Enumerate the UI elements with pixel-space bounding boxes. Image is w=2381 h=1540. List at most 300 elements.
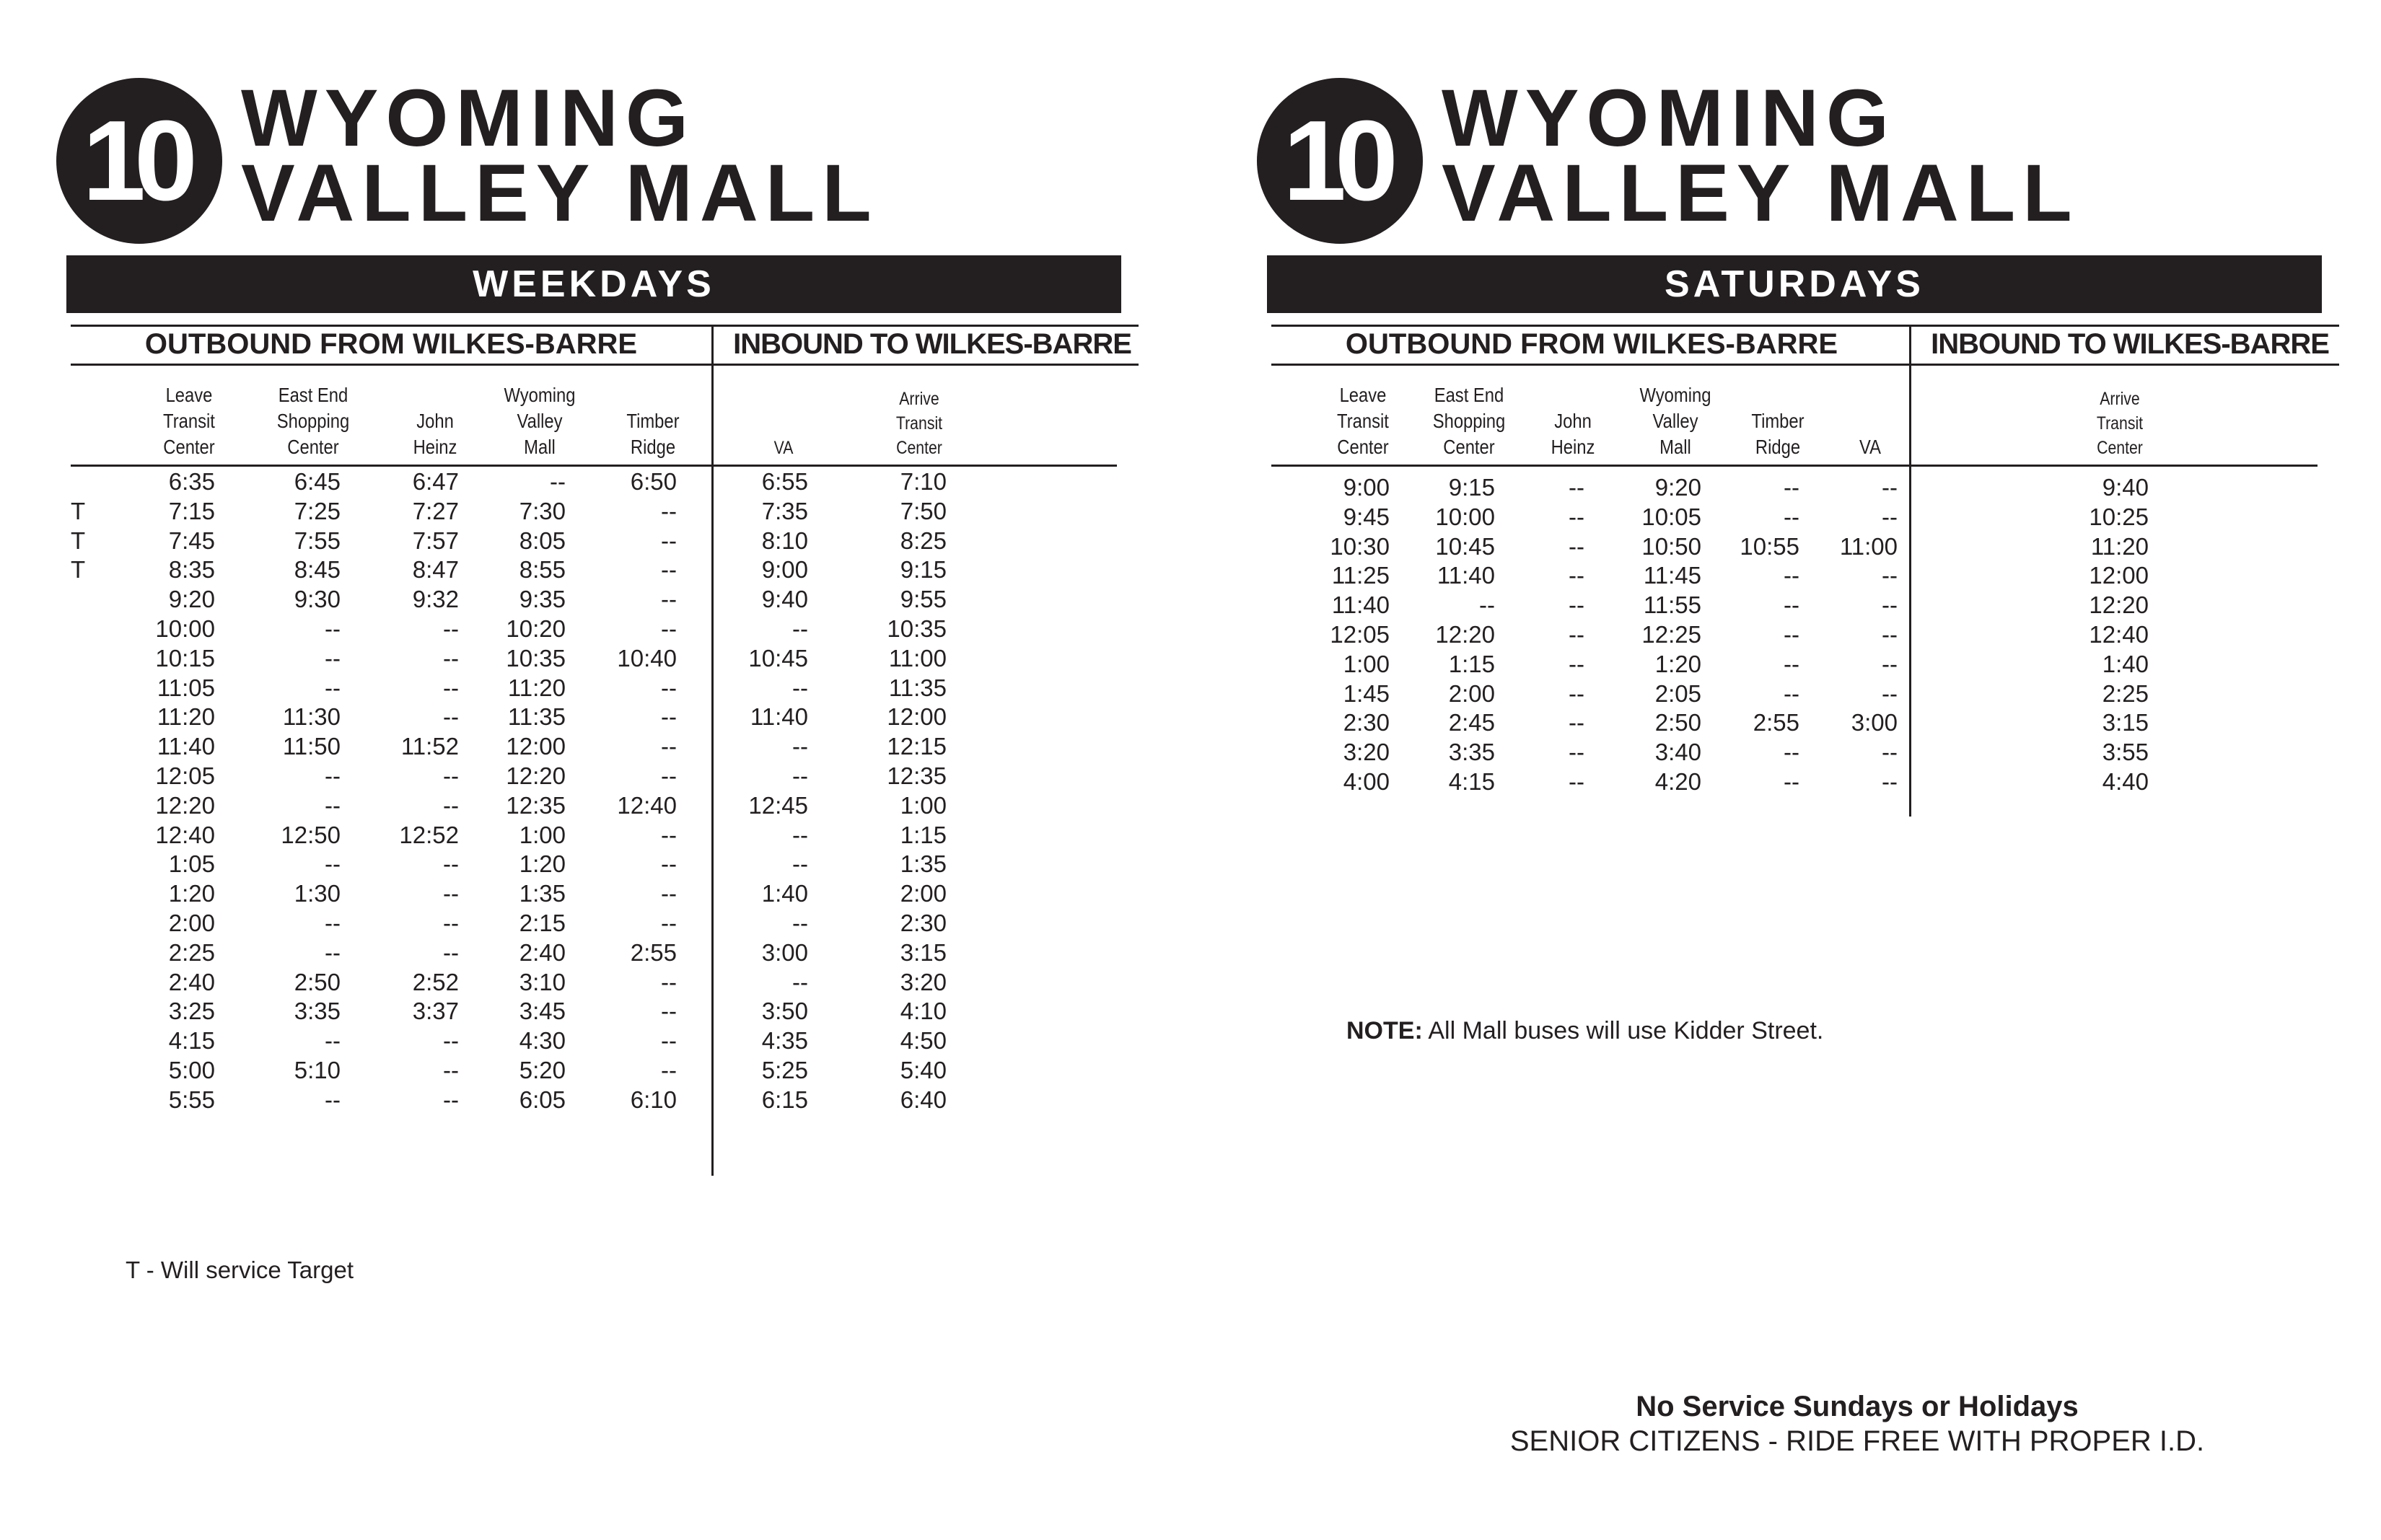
schedule-time: 2:25 — [2102, 679, 2149, 707]
schedule-time: -- — [1784, 562, 1799, 589]
column-header-line: John — [1554, 410, 1592, 432]
schedule-time: -- — [661, 998, 677, 1025]
schedule-time: -- — [1784, 768, 1799, 795]
schedule-time: 6:50 — [630, 468, 677, 495]
schedule-time: 11:30 — [282, 703, 341, 731]
schedule-time: -- — [443, 1086, 459, 1113]
schedule-time: 5:00 — [168, 1057, 215, 1083]
schedule-time: 12:25 — [1641, 621, 1701, 648]
schedule-time: -- — [1784, 650, 1799, 677]
schedule-time: -- — [1784, 474, 1799, 501]
schedule-time: 12:20 — [2089, 591, 2149, 619]
schedule-time: 10:05 — [1641, 503, 1701, 530]
schedule-time: 9:20 — [1654, 474, 1701, 501]
schedule-time: 11:40 — [1437, 562, 1495, 589]
route-title — [1442, 73, 2079, 238]
schedule-time: 12:35 — [887, 762, 947, 789]
schedule-time: -- — [443, 938, 459, 966]
inbound-title: INBOUND TO WILKES-BARRE — [733, 328, 1131, 360]
schedule-time: -- — [1882, 503, 1898, 530]
table-rule-columns — [71, 465, 1117, 467]
column-header-line: Shopping — [1432, 410, 1506, 432]
schedule-time: 9:00 — [1343, 474, 1390, 501]
schedule-time: -- — [443, 791, 459, 819]
schedule-time: 3:25 — [168, 998, 215, 1025]
schedule-time: 7:45 — [168, 527, 215, 554]
schedule-time: 11:20 — [507, 674, 566, 701]
route-title — [241, 73, 879, 238]
schedule-time: -- — [325, 938, 341, 966]
schedule-time: -- — [661, 762, 677, 789]
schedule-time: 3:20 — [1343, 739, 1390, 766]
target-flag: T — [71, 556, 86, 584]
schedule-time: 7:15 — [168, 497, 215, 524]
schedule-time: -- — [792, 733, 808, 760]
schedule-time: 1:20 — [519, 850, 566, 878]
schedule-time: 3:55 — [2102, 739, 2149, 766]
schedule-time: 5:55 — [168, 1086, 215, 1113]
schedule-time: 8:25 — [900, 527, 947, 554]
column-header-line: Ridge — [1755, 436, 1801, 458]
outbound-title: OUTBOUND FROM WILKES-BARRE — [144, 328, 638, 360]
schedule-time: 11:52 — [400, 733, 459, 760]
weekday-panel — [0, 0, 1162, 1540]
route-title-line1: WYOMING — [1442, 73, 1896, 163]
schedule-time: 10:40 — [617, 644, 677, 672]
schedule-time: 4:50 — [900, 1027, 947, 1055]
schedule-time: 6:35 — [168, 468, 215, 495]
schedule-time: 10:35 — [506, 644, 566, 672]
schedule-time: 1:20 — [168, 880, 215, 907]
schedule-time: 12:05 — [1330, 621, 1390, 648]
schedule-time: -- — [443, 1027, 459, 1055]
schedule-time: 9:40 — [2102, 474, 2149, 501]
schedule-time: -- — [550, 468, 566, 495]
schedule-time: 5:20 — [519, 1057, 566, 1083]
schedule-time: 3:00 — [1851, 709, 1898, 736]
schedule-time: 8:35 — [168, 556, 215, 584]
column-header-line: Mall — [1659, 436, 1691, 458]
schedule-time: 10:20 — [506, 615, 566, 642]
column-header-line: Leave — [1339, 384, 1387, 406]
schedule-time: -- — [661, 1027, 677, 1055]
schedule-time: 12:45 — [748, 791, 808, 819]
schedule-time: -- — [661, 527, 677, 554]
schedule-time: 8:05 — [519, 527, 566, 554]
target-footnote: T - Will service Target — [126, 1257, 354, 1283]
schedule-time: 1:35 — [519, 880, 566, 907]
route-number: 10 — [1283, 97, 1387, 224]
target-flag: T — [71, 527, 86, 554]
schedule-time: 4:00 — [1343, 768, 1390, 795]
schedule-time: 6:45 — [294, 468, 341, 495]
schedule-time: 9:55 — [900, 586, 947, 613]
schedule-time: 11:50 — [282, 733, 341, 760]
schedule-time: 6:05 — [519, 1086, 566, 1113]
no-service-notice: No Service Sundays or Holidays — [1636, 1391, 2079, 1422]
schedule-time: 12:00 — [506, 733, 566, 760]
schedule-time: 7:57 — [412, 527, 459, 554]
schedule-time: -- — [792, 850, 808, 878]
schedule-time: 3:35 — [294, 998, 341, 1025]
target-flag: T — [71, 497, 86, 524]
column-header-line: Transit — [163, 410, 215, 432]
column-header-line: Transit — [1337, 410, 1389, 432]
schedule-time: 1:45 — [1343, 679, 1390, 707]
schedule-time: 8:55 — [519, 556, 566, 584]
schedule-time: 4:15 — [168, 1027, 215, 1055]
schedule-time: 9:32 — [412, 586, 459, 613]
table-rule-top — [1271, 325, 2339, 327]
schedule-time: 8:47 — [412, 556, 459, 584]
schedule-time: -- — [325, 674, 341, 701]
schedule-time: -- — [325, 1027, 341, 1055]
column-header — [858, 387, 981, 460]
column-header-line: Arrive — [2100, 389, 2140, 409]
schedule-time: -- — [1784, 621, 1799, 648]
schedule-time: -- — [792, 821, 808, 848]
schedule-time: 10:55 — [1740, 532, 1799, 560]
schedule-time: 4:10 — [900, 998, 947, 1025]
column-header-line: Center — [2097, 438, 2143, 458]
schedule-time: 3:37 — [412, 998, 459, 1025]
schedule-time: 10:50 — [1641, 532, 1701, 560]
column-header-line: Center — [287, 436, 339, 458]
schedule-time: -- — [1784, 739, 1799, 766]
schedule-time: -- — [1569, 768, 1584, 795]
schedule-time: 12:40 — [155, 821, 215, 848]
column-header-line: Transit — [895, 413, 943, 434]
schedule-time: -- — [661, 880, 677, 907]
schedule-time: 2:25 — [168, 938, 215, 966]
schedule-time: 11:35 — [507, 703, 566, 731]
schedule-time: 1:15 — [1448, 650, 1495, 677]
schedule-time: -- — [1784, 503, 1799, 530]
schedule-time: 3:10 — [519, 968, 566, 995]
schedule-time: -- — [325, 762, 341, 789]
schedule-time: 10:25 — [2089, 503, 2149, 530]
schedule-time: -- — [661, 674, 677, 701]
schedule-time: 12:20 — [506, 762, 566, 789]
schedule-time: 6:10 — [630, 1086, 677, 1113]
schedule-time: 4:40 — [2102, 768, 2149, 795]
schedule-time: 1:20 — [1654, 650, 1701, 677]
schedule-time: 12:05 — [155, 762, 215, 789]
schedule-time: -- — [325, 1086, 341, 1113]
schedule-time: -- — [325, 791, 341, 819]
column-header-line: Shopping — [276, 410, 350, 432]
schedule-time: 12:20 — [155, 791, 215, 819]
schedule-time: 12:40 — [617, 791, 677, 819]
schedule-time: 5:25 — [761, 1057, 808, 1083]
schedule-time: -- — [661, 703, 677, 731]
schedule-time: 6:55 — [761, 468, 808, 495]
schedule-time: 2:50 — [1654, 709, 1701, 736]
schedule-time: -- — [661, 910, 677, 936]
column-header-line: VA — [1859, 436, 1881, 458]
schedule-time: -- — [325, 850, 341, 878]
schedule-time: 12:20 — [1435, 621, 1495, 648]
schedule-time: -- — [1479, 591, 1495, 619]
schedule-time: 11:05 — [157, 674, 215, 701]
schedule-time: 6:15 — [761, 1086, 808, 1113]
schedule-time: 12:35 — [506, 791, 566, 819]
column-header — [592, 408, 714, 460]
schedule-time: -- — [792, 615, 808, 642]
schedule-time: 12:00 — [887, 703, 947, 731]
schedule-time: -- — [325, 615, 341, 642]
schedule-time: -- — [661, 586, 677, 613]
schedule-time: 9:45 — [1343, 503, 1390, 530]
route-number: 10 — [82, 97, 186, 224]
schedule-time: 7:50 — [900, 497, 947, 524]
schedule-time: 1:40 — [2102, 650, 2149, 677]
schedule-time: 4:15 — [1448, 768, 1495, 795]
schedule-time: 9:40 — [761, 586, 808, 613]
schedule-time: 11:20 — [157, 703, 215, 731]
schedule-time: -- — [443, 880, 459, 907]
table-rule-top — [71, 325, 1139, 327]
column-header-line: East End — [278, 384, 348, 406]
schedule-time: 6:47 — [412, 468, 459, 495]
schedule-time: -- — [661, 615, 677, 642]
schedule-time: -- — [1882, 591, 1898, 619]
schedule-time: 9:00 — [761, 556, 808, 584]
column-header-line: Center — [896, 438, 942, 458]
column-header-line: Arrive — [899, 389, 939, 409]
schedule-time: 12:52 — [399, 821, 459, 848]
column-header — [478, 382, 601, 460]
column-header-line: Timber — [626, 410, 680, 432]
schedule-time: -- — [1569, 621, 1584, 648]
route-number-badge — [56, 78, 222, 244]
senior-fare-notice: SENIOR CITIZENS - RIDE FREE WITH PROPER I.D. — [1509, 1425, 2205, 1457]
column-header-line: VA — [773, 438, 794, 458]
column-header — [1809, 434, 1931, 460]
schedule-time: 2:30 — [900, 910, 947, 936]
schedule-time: -- — [443, 762, 459, 789]
route-title-line2: VALLEY MALL — [1442, 148, 2079, 238]
schedule-time: -- — [443, 615, 459, 642]
schedule-time: 1:30 — [294, 880, 341, 907]
schedule-time: 1:00 — [1343, 650, 1390, 677]
schedule-time: -- — [1882, 621, 1898, 648]
schedule-time: 8:45 — [294, 556, 341, 584]
schedule-time: -- — [1882, 768, 1898, 795]
schedule-time: -- — [443, 1057, 459, 1083]
schedule-time: 12:40 — [2089, 621, 2149, 648]
schedule-time: 2:55 — [1753, 709, 1799, 736]
column-header-line: Center — [163, 436, 215, 458]
schedule-time: 7:35 — [761, 497, 808, 524]
column-header-line: Leave — [165, 384, 213, 406]
schedule-time: -- — [661, 821, 677, 848]
schedule-time: 2:00 — [900, 880, 947, 907]
schedule-time: -- — [1569, 503, 1584, 530]
schedule-time: 9:20 — [168, 586, 215, 613]
schedule-time: 3:15 — [900, 938, 947, 966]
column-header-line: East End — [1434, 384, 1504, 406]
schedule-time: 1:40 — [761, 880, 808, 907]
schedule-time: 7:25 — [294, 497, 341, 524]
schedule-time: 7:27 — [412, 497, 459, 524]
schedule-time: -- — [443, 703, 459, 731]
schedule-time: 8:10 — [761, 527, 808, 554]
column-header-line: Mall — [524, 436, 556, 458]
schedule-time: 11:00 — [888, 644, 947, 672]
schedule-time: -- — [792, 968, 808, 995]
column-header-line: Heinz — [1551, 436, 1595, 458]
schedule-time: 12:50 — [281, 821, 341, 848]
schedule-time: -- — [792, 674, 808, 701]
column-header — [252, 382, 374, 460]
schedule-time: 1:00 — [900, 791, 947, 819]
mall-note — [1346, 1017, 1823, 1045]
schedule-time: 3:35 — [1448, 739, 1495, 766]
weekdays-banner: WEEKDAYS — [66, 255, 1121, 313]
schedule-time: -- — [443, 644, 459, 672]
schedule-time: 11:20 — [2090, 532, 2149, 560]
schedule-time: -- — [1882, 650, 1898, 677]
schedule-time: 3:00 — [761, 938, 808, 966]
schedule-time: -- — [1569, 709, 1584, 736]
schedule-time: 3:45 — [519, 998, 566, 1025]
schedule-time: -- — [1784, 679, 1799, 707]
schedule-time: -- — [792, 910, 808, 936]
schedule-time: -- — [1882, 739, 1898, 766]
schedule-time: -- — [1882, 679, 1898, 707]
schedule-time: 5:10 — [294, 1057, 341, 1083]
schedule-time: -- — [661, 850, 677, 878]
column-header-line: Center — [1443, 436, 1495, 458]
schedule-time: 10:00 — [1435, 503, 1495, 530]
schedule-time: -- — [325, 644, 341, 672]
schedule-time: -- — [1569, 739, 1584, 766]
route-title-line1: WYOMING — [241, 73, 696, 163]
schedule-time: -- — [1569, 474, 1584, 501]
schedule-time: -- — [661, 1057, 677, 1083]
schedule-time: -- — [661, 733, 677, 760]
table-rule-header — [71, 364, 1139, 366]
inbound-title: INBOUND TO WILKES-BARRE — [1931, 328, 2329, 360]
schedule-time: -- — [443, 850, 459, 878]
schedule-time: 2:00 — [1448, 679, 1495, 707]
column-header-line: Ridge — [630, 436, 676, 458]
direction-divider — [1909, 325, 1911, 817]
schedule-time: -- — [661, 497, 677, 524]
column-header-line: Wyoming — [504, 384, 576, 406]
schedule-time: 1:05 — [168, 850, 215, 878]
column-header-line: Timber — [1751, 410, 1805, 432]
schedule-time: -- — [661, 968, 677, 995]
note-text: All Mall buses will use Kidder Street. — [1428, 1017, 1824, 1044]
schedule-time: 3:50 — [761, 998, 808, 1025]
schedule-time: 2:05 — [1654, 679, 1701, 707]
column-header-line: Valley — [1652, 410, 1698, 432]
schedule-time: 11:40 — [157, 733, 215, 760]
schedule-time: 4:20 — [1654, 768, 1701, 795]
schedule-time: -- — [1569, 532, 1584, 560]
schedule-time: 4:35 — [761, 1027, 808, 1055]
schedule-time: 7:30 — [519, 497, 566, 524]
schedule-time: 2:00 — [168, 910, 215, 936]
schedule-time: 10:45 — [1435, 532, 1495, 560]
schedule-time: 11:25 — [1331, 562, 1390, 589]
column-header-line: Transit — [2096, 413, 2144, 434]
schedule-time: 3:15 — [2102, 709, 2149, 736]
schedule-time: 11:40 — [750, 703, 808, 731]
column-header-line: John — [416, 410, 454, 432]
outbound-title: OUTBOUND FROM WILKES-BARRE — [1345, 328, 1838, 360]
column-header — [128, 382, 250, 460]
schedule-time: 3:20 — [900, 968, 947, 995]
schedule-time: -- — [1569, 679, 1584, 707]
column-header — [1302, 382, 1424, 460]
schedule-time: 9:15 — [1448, 474, 1495, 501]
schedule-time: 2:40 — [168, 968, 215, 995]
table-rule-header — [1271, 364, 2339, 366]
schedule-time: 2:55 — [630, 938, 677, 966]
schedule-time: 2:45 — [1448, 709, 1495, 736]
column-header-line: Center — [1337, 436, 1389, 458]
schedule-time: 7:10 — [900, 468, 947, 495]
route-title-line2: VALLEY MALL — [241, 148, 879, 238]
schedule-time: 12:15 — [887, 733, 947, 760]
schedule-time: 9:35 — [519, 586, 566, 613]
schedule-time: 1:35 — [900, 850, 947, 878]
column-header — [2058, 387, 2181, 460]
schedule-time: -- — [1569, 562, 1584, 589]
schedule-time: 12:00 — [2089, 562, 2149, 589]
schedule-time: 11:35 — [888, 674, 947, 701]
schedule-time: 10:35 — [887, 615, 947, 642]
schedule-time: 2:40 — [519, 938, 566, 966]
schedule-time: -- — [1882, 562, 1898, 589]
table-rule-columns — [1271, 465, 2318, 467]
schedule-time: 5:40 — [900, 1057, 947, 1083]
schedule-time: 11:55 — [1643, 591, 1701, 619]
column-header-line: Heinz — [413, 436, 457, 458]
schedule-time: 11:45 — [1643, 562, 1701, 589]
schedule-time: 6:40 — [900, 1086, 947, 1113]
route-number-badge — [1257, 78, 1423, 244]
saturdays-banner: SATURDAYS — [1267, 255, 2322, 313]
schedule-time: 4:30 — [519, 1027, 566, 1055]
schedule-time: -- — [1784, 591, 1799, 619]
saturday-panel — [1201, 0, 2362, 1540]
schedule-time: 9:30 — [294, 586, 341, 613]
schedule-time: 1:15 — [900, 821, 947, 848]
schedule-time: 10:30 — [1330, 532, 1390, 560]
schedule-time: -- — [1569, 650, 1584, 677]
column-header-line: Wyoming — [1639, 384, 1711, 406]
schedule-time: 10:15 — [155, 644, 215, 672]
schedule-time: -- — [792, 762, 808, 789]
schedule-time: 2:15 — [519, 910, 566, 936]
schedule-time: 3:40 — [1654, 739, 1701, 766]
schedule-time: -- — [325, 910, 341, 936]
schedule-time: 2:52 — [412, 968, 459, 995]
schedule-time: 9:15 — [900, 556, 947, 584]
column-header-line: Valley — [517, 410, 563, 432]
schedule-time: -- — [443, 674, 459, 701]
schedule-time: 7:55 — [294, 527, 341, 554]
schedule-time: 10:00 — [155, 615, 215, 642]
column-header — [722, 436, 845, 460]
schedule-time: 10:45 — [748, 644, 808, 672]
schedule-time: 2:30 — [1343, 709, 1390, 736]
schedule-time: 1:00 — [519, 821, 566, 848]
